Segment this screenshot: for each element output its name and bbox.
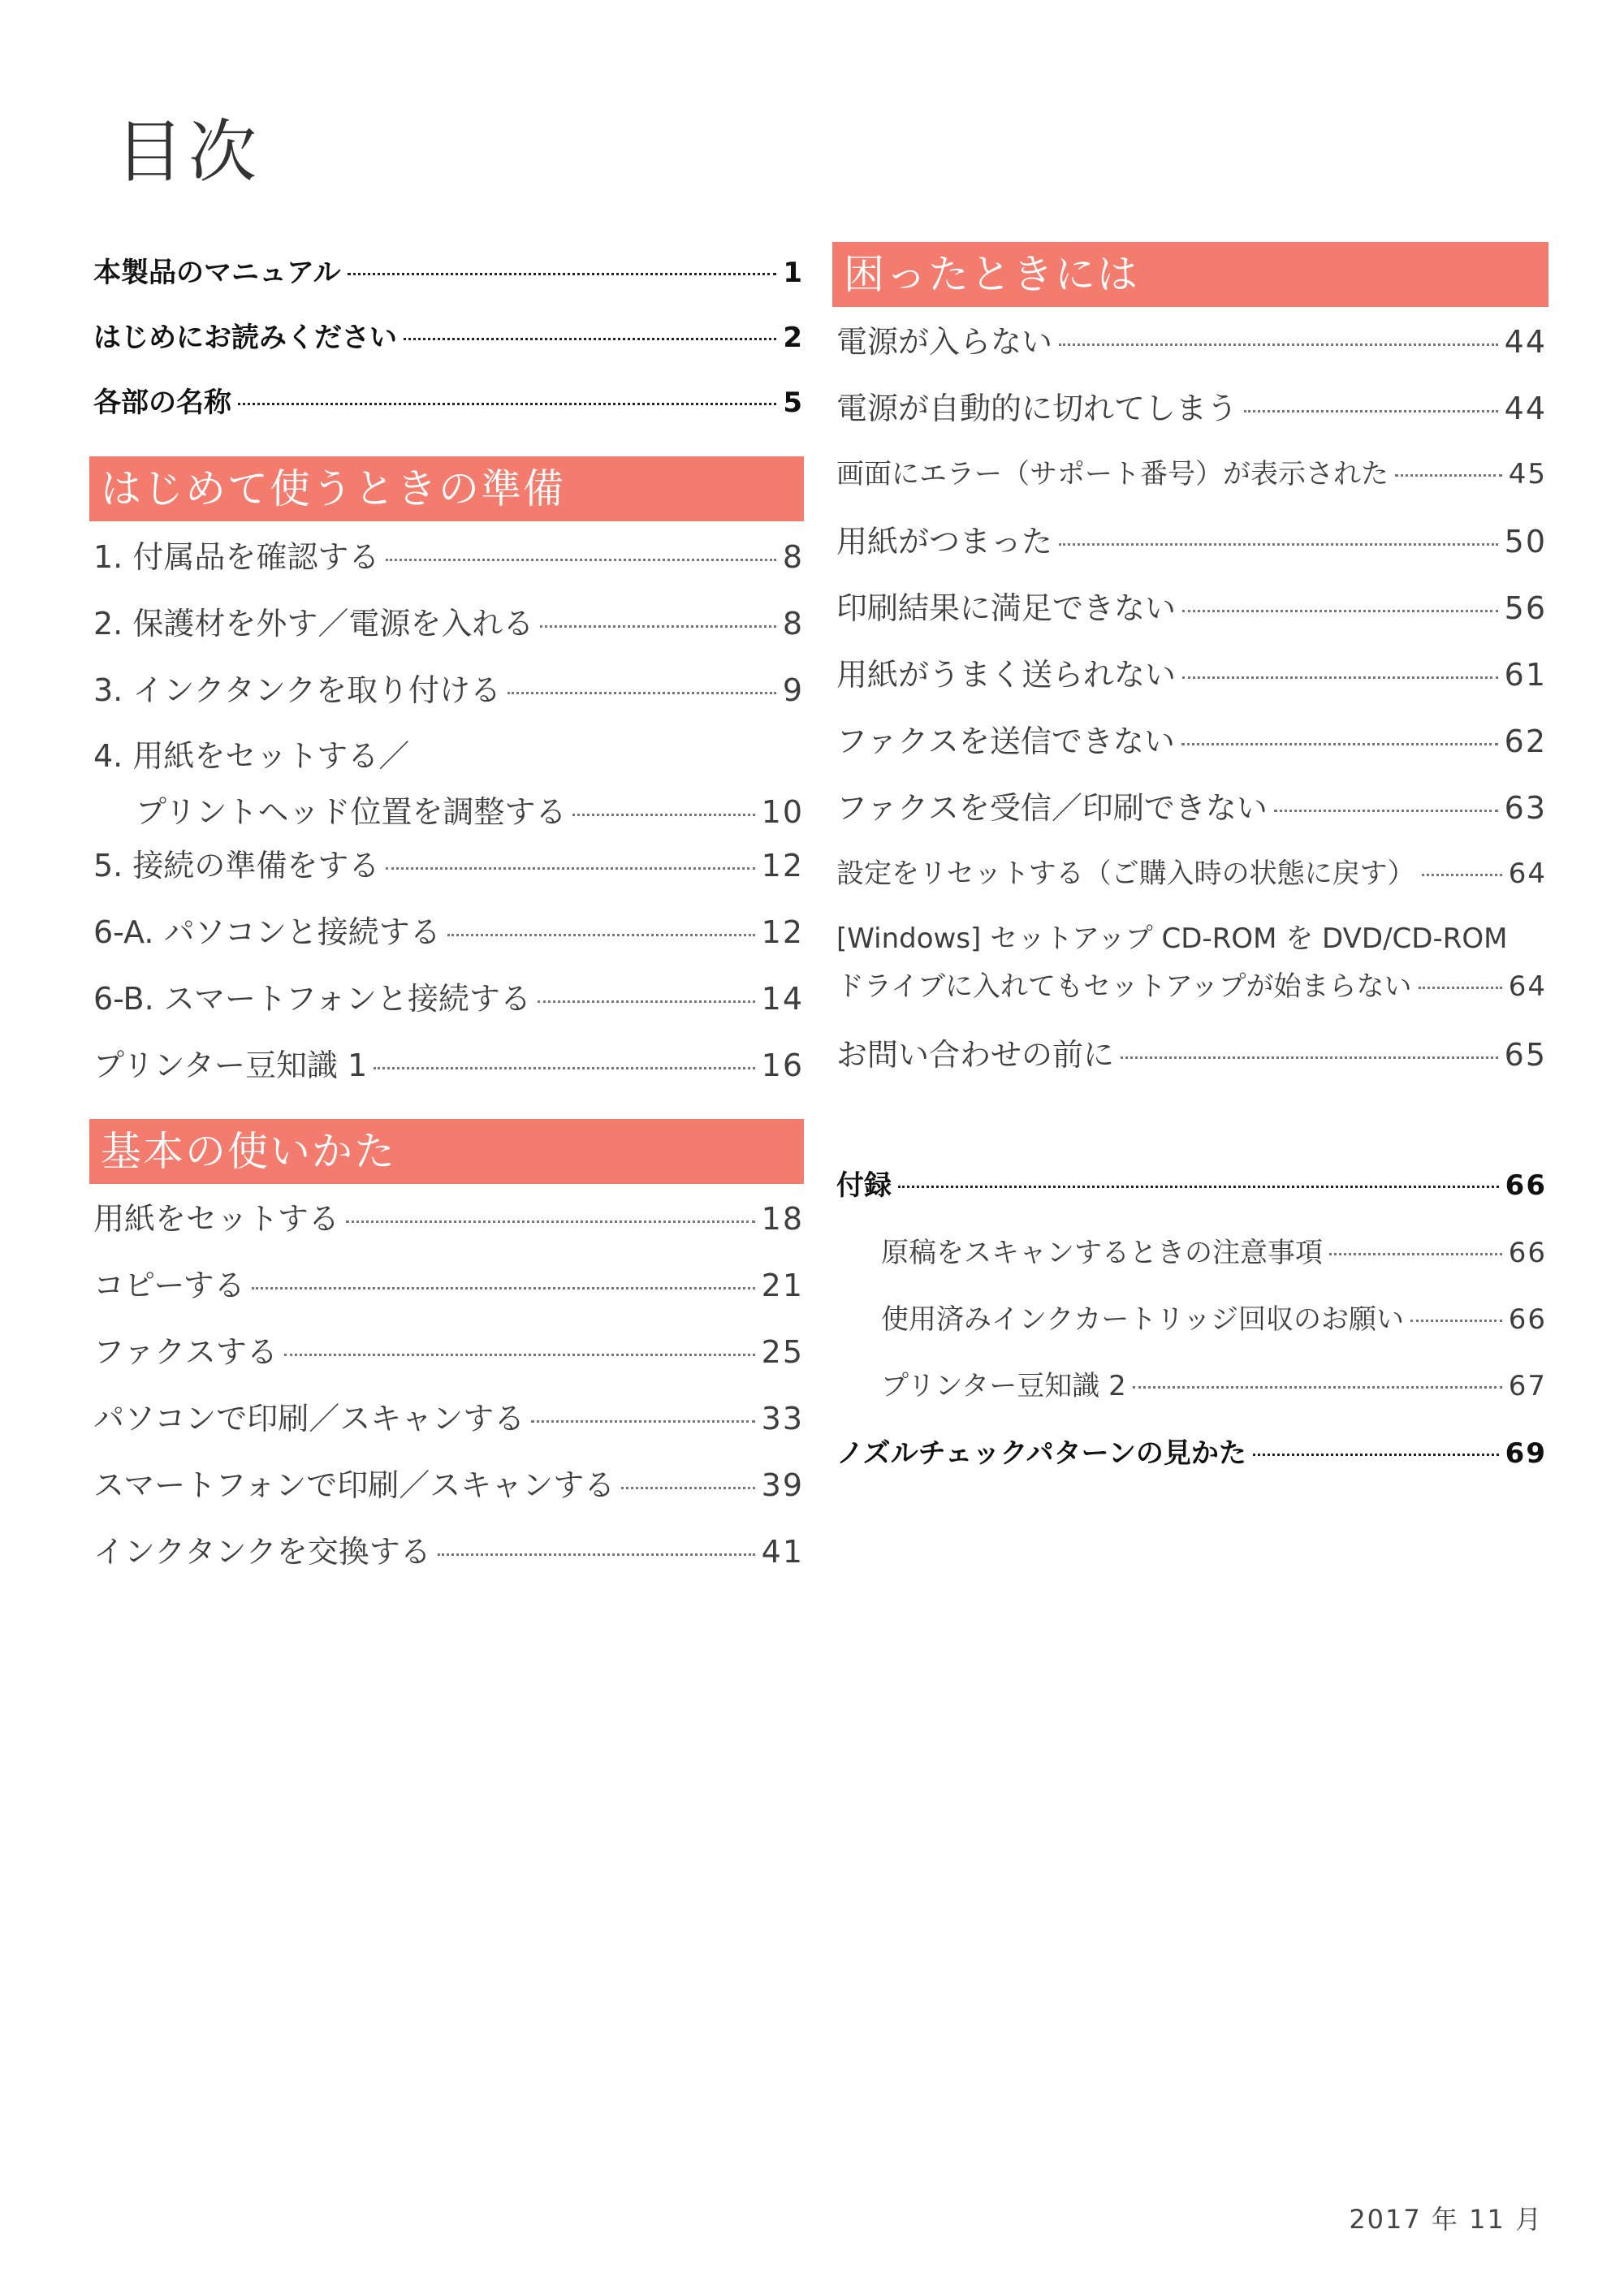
leader-dots: [621, 1487, 754, 1489]
toc-entry-label: 用紙をセットする: [93, 1201, 339, 1237]
toc-entry[interactable]: [93, 1040, 804, 1085]
toc-entry-label: 本製品のマニュアル: [93, 257, 341, 289]
leader-dots: [1274, 810, 1498, 812]
toc-entry[interactable]: [93, 1260, 804, 1305]
toc-entry-label: はじめにお読みください: [93, 322, 397, 354]
leader-dots: [531, 1420, 754, 1423]
toc-entry-label: 5. 接続の準備をする: [93, 848, 380, 883]
toc-entry-label: スマートフォンで印刷／スキャンする: [93, 1467, 615, 1503]
toc-entry-manual[interactable]: [93, 250, 804, 290]
toc-entry-label-line2: プリントヘッド位置を調整する: [136, 794, 567, 830]
toc-entry-label: 1. 付属品を確認する: [93, 539, 380, 575]
toc-entry-page: 61: [1504, 657, 1547, 693]
toc-entry-page: 8: [782, 539, 804, 575]
toc-entry-page: 21: [761, 1268, 804, 1303]
toc-entry-page: 39: [761, 1467, 804, 1503]
toc-entry-appendix[interactable]: [836, 1163, 1547, 1203]
leader-dots: [572, 814, 754, 816]
leader-dots: [1059, 343, 1498, 346]
toc-entry[interactable]: [93, 598, 804, 643]
toc-entry[interactable]: [836, 1030, 1547, 1074]
toc-entry-label: 設定をリセットする（ご購入時の状態に戻す）: [836, 858, 1415, 890]
toc-entry-page: 56: [1504, 590, 1547, 626]
toc-entry-page: 66: [1508, 1303, 1547, 1336]
toc-entry[interactable]: [93, 840, 804, 885]
toc-entry-page: 66: [1505, 1169, 1547, 1202]
leader-dots: [1182, 610, 1498, 612]
toc-entry-label: 用紙がうまく送られない: [836, 657, 1177, 693]
publication-date: 2017 年 11 月: [1349, 2204, 1543, 2235]
toc-entry[interactable]: [93, 731, 804, 832]
toc-entry-line2: [93, 787, 804, 832]
leader-dots: [508, 692, 776, 694]
toc-entry-page: 65: [1504, 1037, 1547, 1073]
toc-entry-label: 各部の名称: [93, 387, 231, 419]
toc-entry-label: 印刷結果に満足できない: [836, 590, 1177, 626]
leader-dots: [1244, 410, 1498, 413]
toc-entry-label: ノズルチェックパターンの見かた: [836, 1437, 1246, 1470]
toc-entry-label-line2: ドライブに入れてもセットアップが始まらない: [836, 970, 1412, 1003]
toc-entry-page: 12: [761, 914, 804, 950]
leader-dots: [386, 559, 775, 561]
leader-dots: [238, 403, 776, 405]
leader-dots: [1395, 474, 1502, 477]
leader-dots: [346, 1220, 755, 1223]
leader-dots: [348, 273, 777, 275]
toc-subentry[interactable]: [881, 1297, 1547, 1337]
toc-entry-page: 62: [1504, 724, 1547, 759]
toc-entry-page: 12: [761, 848, 804, 883]
toc-entry-page: 5: [783, 387, 804, 419]
leader-dots: [1121, 1056, 1498, 1059]
leader-dots: [1182, 676, 1498, 679]
section-header-troubleshooting: 困ったときには: [832, 242, 1548, 307]
toc-entry-label: 使用済みインクカートリッジ回収のお願い: [881, 1303, 1404, 1336]
toc-entry-page: 41: [761, 1534, 804, 1570]
leader-dots: [898, 1186, 1499, 1188]
toc-entry-page: 10: [761, 794, 804, 830]
toc-entry[interactable]: [93, 974, 804, 1018]
toc-entry[interactable]: [93, 665, 804, 710]
toc-entry[interactable]: [93, 1393, 804, 1438]
toc-entry-label: 3. インクタンクを取り付ける: [93, 672, 502, 708]
toc-entry-page: 67: [1508, 1370, 1547, 1402]
toc-entry-page: 66: [1508, 1237, 1547, 1269]
toc-entry-label: 2. 保護材を外す／電源を入れる: [93, 606, 534, 642]
toc-entry[interactable]: [836, 916, 1547, 1004]
leader-dots: [284, 1354, 755, 1356]
toc-entry-line2: [836, 964, 1547, 1004]
toc-entry[interactable]: [93, 1194, 804, 1238]
toc-entry[interactable]: [93, 532, 804, 577]
toc-subentry[interactable]: [881, 1230, 1547, 1270]
toc-entry-page: 44: [1504, 324, 1547, 360]
leader-dots: [1059, 543, 1498, 546]
toc-entry-page: 64: [1508, 858, 1547, 890]
toc-entry-page: 9: [782, 672, 804, 708]
toc-entry-label-line1: [Windows] セットアップ CD-ROM を DVD/CD-ROM: [836, 922, 1508, 955]
leader-dots: [447, 934, 755, 936]
leader-dots: [1181, 743, 1498, 745]
leader-dots: [1410, 1320, 1502, 1322]
toc-entry-page: 14: [761, 981, 804, 1017]
leader-dots: [1419, 987, 1502, 989]
toc-entry[interactable]: [836, 383, 1547, 428]
toc-entry[interactable]: [836, 516, 1547, 561]
toc-entry[interactable]: [836, 783, 1547, 827]
page-title: 目次: [115, 112, 262, 192]
toc-entry[interactable]: [93, 1460, 804, 1505]
toc-entry-page: 50: [1504, 524, 1547, 559]
toc-entry-label: 画面にエラー（サポート番号）が表示された: [836, 458, 1389, 490]
toc-subentry[interactable]: [881, 1363, 1547, 1403]
toc-entry-label: プリンター豆知識 1: [93, 1048, 368, 1083]
toc-entry-read-first[interactable]: [93, 315, 804, 355]
leader-dots: [374, 1067, 754, 1069]
toc-entry[interactable]: [836, 583, 1547, 628]
leader-dots: [252, 1287, 755, 1290]
leader-dots: [1329, 1253, 1502, 1255]
toc-entry[interactable]: [836, 716, 1547, 761]
leader-dots: [540, 625, 775, 628]
toc-entry-page: 16: [761, 1048, 804, 1083]
toc-entry-label: コピーする: [93, 1268, 245, 1303]
toc-entry-label: ファクスする: [93, 1334, 278, 1370]
toc-entry-label: プリンター豆知識 2: [881, 1370, 1126, 1402]
leader-dots: [438, 1553, 755, 1556]
toc-entry-page: 45: [1508, 458, 1547, 490]
toc-entry-page: 33: [761, 1401, 804, 1436]
leader-dots: [1253, 1454, 1499, 1456]
toc-entry[interactable]: [93, 1327, 804, 1372]
toc-entry-label: 用紙がつまった: [836, 524, 1053, 559]
toc-entry[interactable]: [836, 851, 1547, 891]
toc-entry-label: インクタンクを交換する: [93, 1534, 431, 1570]
toc-entry[interactable]: [836, 317, 1547, 361]
leader-dots: [538, 1000, 755, 1003]
toc-entry-label: パソコンで印刷／スキャンする: [93, 1401, 525, 1436]
toc-entry-label: 原稿をスキャンするときの注意事項: [881, 1237, 1323, 1269]
toc-entry-page: 18: [761, 1201, 804, 1237]
toc-entry-label: 電源が入らない: [836, 324, 1053, 360]
toc-entry[interactable]: [836, 451, 1547, 491]
toc-entry-page: 1: [783, 257, 804, 289]
toc-entry-label: お問い合わせの前に: [836, 1037, 1115, 1073]
toc-entry-label: 電源が自動的に切れてしまう: [836, 391, 1238, 426]
toc-entry-page: 44: [1504, 391, 1547, 426]
leader-dots: [386, 867, 754, 870]
toc-entry-page: 69: [1505, 1437, 1547, 1470]
toc-entry-label: 6-A. パソコンと接続する: [93, 914, 441, 950]
toc-entry-label: 付録: [836, 1169, 892, 1202]
toc-entry-label: 6-B. スマートフォンと接続する: [93, 981, 531, 1017]
toc-entry-page: 63: [1504, 790, 1547, 826]
toc-entry-label: ファクスを送信できない: [836, 724, 1175, 759]
toc-entry-label-line1: 4. 用紙をセットする／: [93, 738, 410, 774]
toc-entry-part-names[interactable]: [93, 380, 804, 420]
leader-dots: [1422, 874, 1502, 876]
toc-entry-page: 8: [782, 606, 804, 642]
toc-entry-page: 64: [1508, 970, 1547, 1003]
section-header-basics: 基本の使いかた: [89, 1119, 804, 1184]
toc-entry[interactable]: [93, 907, 804, 952]
leader-dots: [1133, 1386, 1502, 1389]
toc-entry-nozzle-check[interactable]: [836, 1431, 1547, 1471]
section-header-setup: はじめて使うときの準備: [89, 456, 804, 521]
toc-entry-page: 2: [783, 322, 804, 354]
toc-entry-page: 25: [761, 1334, 804, 1370]
toc-entry[interactable]: [836, 650, 1547, 694]
toc-entry-label: ファクスを受信／印刷できない: [836, 790, 1268, 826]
toc-entry[interactable]: [93, 1527, 804, 1571]
leader-dots: [404, 338, 776, 340]
